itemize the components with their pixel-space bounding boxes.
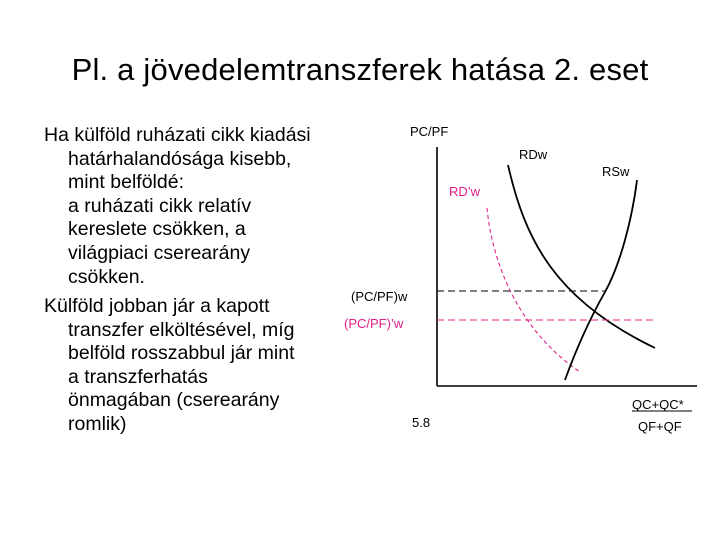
price-label-new: (PC/PF)’w — [344, 316, 404, 331]
paragraph-line: romlik) — [68, 412, 127, 435]
paragraph-line: a ruházati cikk relatív — [68, 194, 252, 217]
slide-title: Pl. a jövedelemtranszferek hatása 2. eset — [71, 52, 649, 87]
rd-prime-w-label: RD’w — [449, 184, 481, 199]
paragraph-line: világpiaci cserearány — [68, 241, 251, 264]
rsw-label: RSw — [602, 164, 630, 179]
paragraph-line: Ha külföld ruházati cikk kiadási — [44, 124, 311, 146]
figure-number: 5.8 — [412, 415, 431, 430]
paragraph-line: mint belföldé: — [68, 171, 184, 194]
paragraph-line: Külföld jobban jár a kapott — [44, 295, 270, 317]
paragraph-line: transzfer elköltésével, míg — [68, 318, 295, 341]
price-label-original: (PC/PF)w — [351, 289, 408, 304]
x-axis-label-top: QC+QC* — [632, 397, 684, 412]
rd-prime-w-curve — [487, 208, 580, 372]
paragraph-line: önmagában (cserearány — [68, 389, 280, 412]
paragraph-line: a transzferhatás — [68, 365, 208, 388]
x-axis-label-bottom: QF+QF — [638, 419, 682, 434]
paragraph-line: határhalandósága kisebb, — [68, 147, 292, 170]
paragraph-line: belföld rosszabbul jár mint — [68, 342, 295, 365]
rdw-label: RDw — [519, 147, 548, 162]
paragraph-line: csökken. — [68, 265, 145, 288]
rsw-curve — [565, 180, 637, 380]
paragraph-line: kereslete csökken, a — [68, 218, 246, 241]
y-axis-label: PC/PF — [410, 124, 449, 139]
